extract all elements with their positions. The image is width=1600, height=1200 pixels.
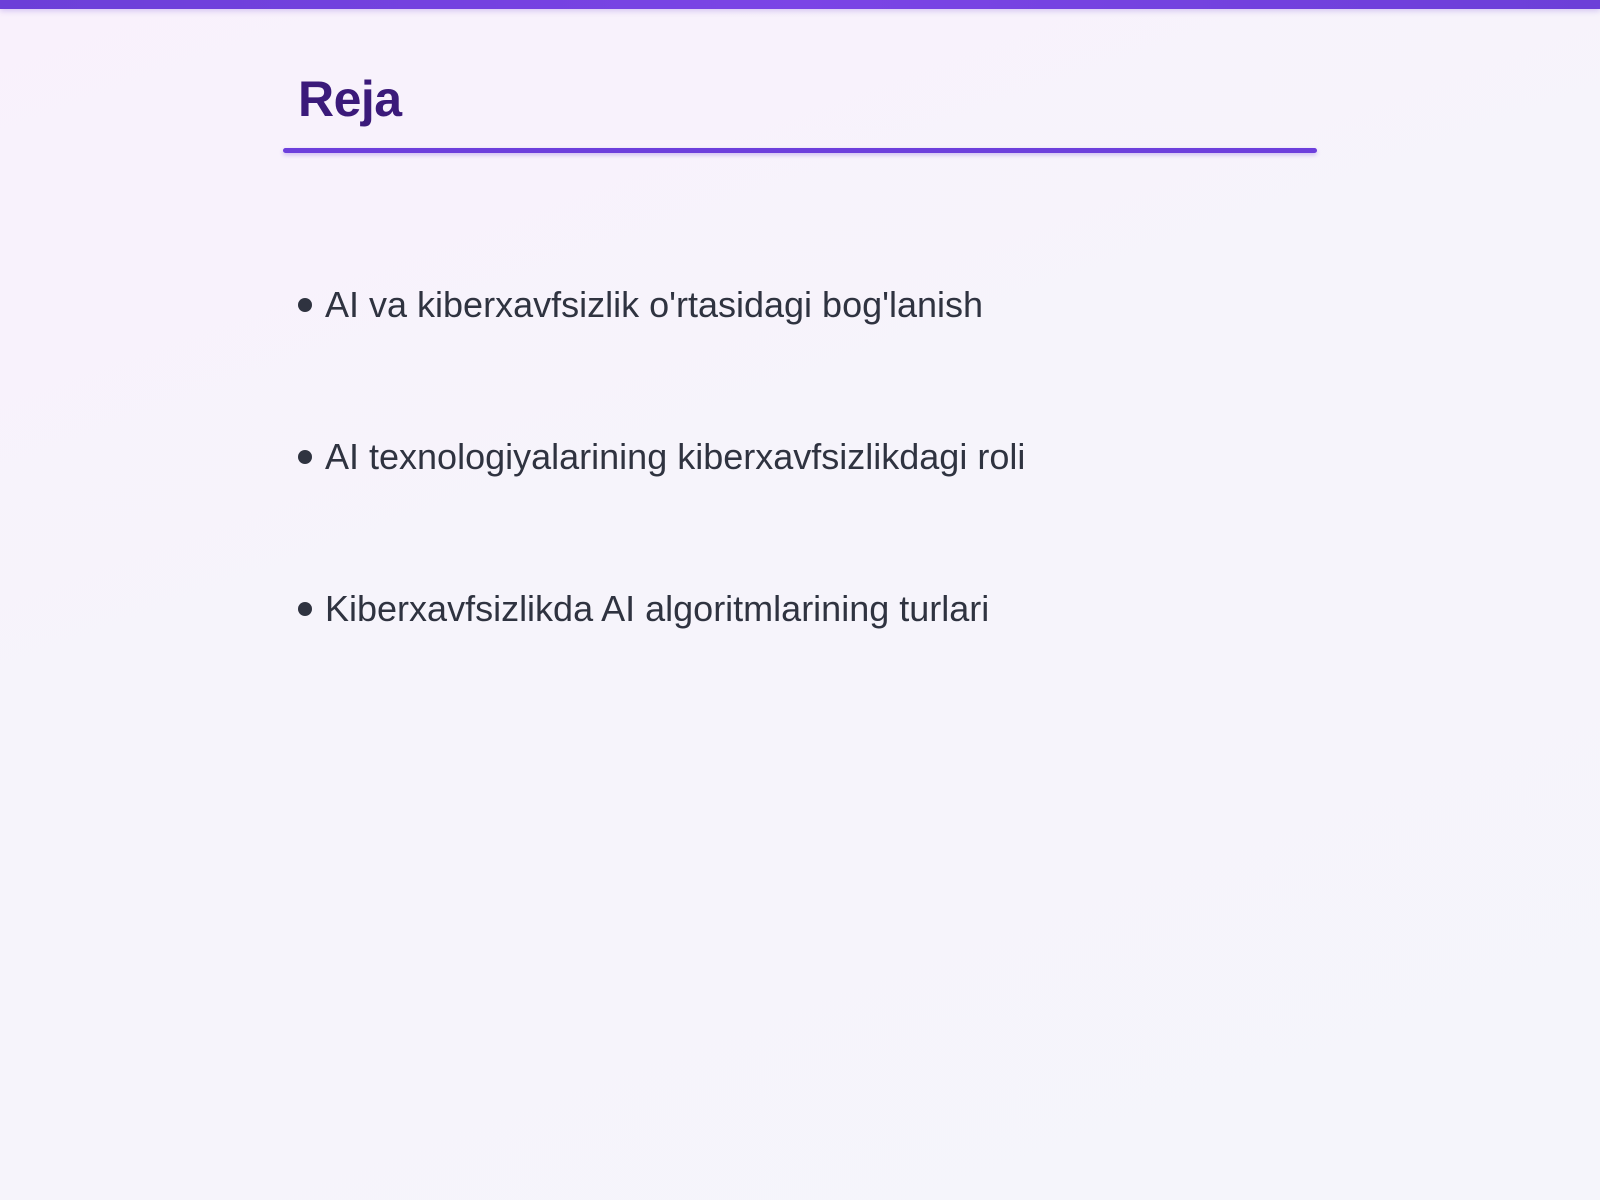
slide-title: Reja <box>298 71 402 127</box>
list-item <box>298 280 1025 330</box>
bullet-icon <box>298 450 312 464</box>
list-item <box>298 584 1025 634</box>
bullet-list <box>298 280 1025 736</box>
bullet-icon <box>298 298 312 312</box>
bullet-text: Kiberxavfsizlikda AI algoritmlarining turlari <box>325 588 990 629</box>
bullet-icon <box>298 602 312 616</box>
top-accent-bar <box>0 0 1600 9</box>
bullet-text: AI texnologiyalarining kiberxavfsizlikdagi roli <box>325 436 1026 477</box>
bullet-text: AI va kiberxavfsizlik o'rtasidagi bog'lanish <box>325 284 984 325</box>
title-underline <box>283 148 1317 153</box>
list-item <box>298 432 1025 482</box>
